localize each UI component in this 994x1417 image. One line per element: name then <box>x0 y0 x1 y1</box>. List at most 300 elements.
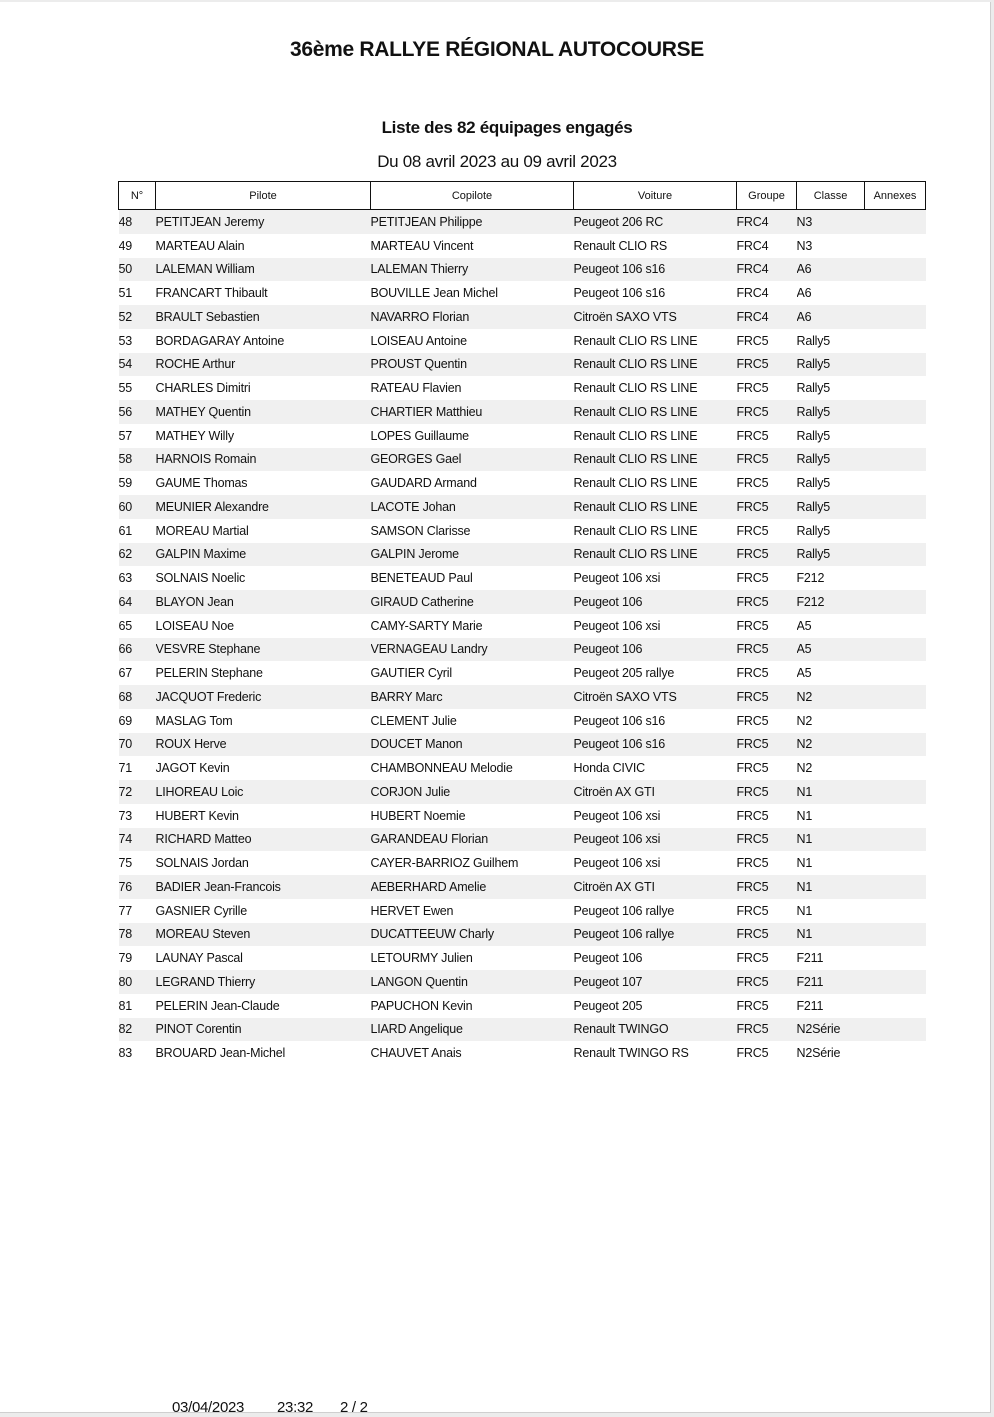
cell-voiture: Peugeot 106 s16 <box>574 281 737 305</box>
cell-voiture: Peugeot 106 xsi <box>574 828 737 852</box>
cell-copilote: GALPIN Jerome <box>371 543 574 567</box>
table-row <box>119 899 926 923</box>
header-copilote: Copilote <box>371 182 574 210</box>
cell-classe: F211 <box>797 970 865 994</box>
cell-copilote: CHAMBONNEAU Melodie <box>371 756 574 780</box>
cell-copilote: CAYER-BARRIOZ Guilhem <box>371 851 574 875</box>
table-row <box>119 305 926 329</box>
cell-pilote: MEUNIER Alexandre <box>156 495 371 519</box>
cell-voiture: Peugeot 107 <box>574 970 737 994</box>
header-classe: Classe <box>797 182 865 210</box>
cell-number: 48 <box>119 210 156 234</box>
table-row <box>119 780 926 804</box>
event-dates: Du 08 avril 2023 au 09 avril 2023 <box>377 152 617 171</box>
cell-classe: F211 <box>797 994 865 1018</box>
cell-number: 60 <box>119 495 156 519</box>
cell-annexes <box>865 495 926 519</box>
cell-classe: Rally5 <box>797 400 865 424</box>
cell-copilote: HERVET Ewen <box>371 899 574 923</box>
table-row <box>119 685 926 709</box>
cell-annexes <box>865 780 926 804</box>
cell-groupe: FRC5 <box>737 471 797 495</box>
cell-annexes <box>865 566 926 590</box>
cell-number: 53 <box>119 329 156 353</box>
cell-number: 64 <box>119 590 156 614</box>
cell-number: 49 <box>119 234 156 258</box>
cell-voiture: Peugeot 206 RC <box>574 210 737 234</box>
cell-number: 52 <box>119 305 156 329</box>
table-row <box>119 353 926 377</box>
cell-groupe: FRC5 <box>737 543 797 567</box>
cell-groupe: FRC5 <box>737 828 797 852</box>
cell-groupe: FRC5 <box>737 994 797 1018</box>
cell-annexes <box>865 709 926 733</box>
table-row <box>119 756 926 780</box>
cell-voiture: Citroën AX GTI <box>574 875 737 899</box>
table-header-row <box>119 182 926 210</box>
cell-copilote: BOUVILLE Jean Michel <box>371 281 574 305</box>
table-row <box>119 376 926 400</box>
cell-pilote: PELERIN Jean-Claude <box>156 994 371 1018</box>
cell-voiture: Renault CLIO RS LINE <box>574 353 737 377</box>
cell-number: 50 <box>119 258 156 282</box>
cell-voiture: Citroën AX GTI <box>574 780 737 804</box>
table-row <box>119 946 926 970</box>
cell-copilote: CLEMENT Julie <box>371 709 574 733</box>
cell-annexes <box>865 946 926 970</box>
cell-voiture: Renault CLIO RS LINE <box>574 448 737 472</box>
cell-voiture: Renault TWINGO RS <box>574 1041 737 1065</box>
cell-copilote: PETITJEAN Philippe <box>371 210 574 234</box>
cell-copilote: PROUST Quentin <box>371 353 574 377</box>
cell-groupe: FRC5 <box>737 424 797 448</box>
cell-pilote: GAUME Thomas <box>156 471 371 495</box>
header-pilote: Pilote <box>156 182 371 210</box>
crew-list-table <box>118 181 926 1065</box>
cell-number: 58 <box>119 448 156 472</box>
cell-voiture: Peugeot 106 s16 <box>574 258 737 282</box>
cell-number: 79 <box>119 946 156 970</box>
cell-groupe: FRC5 <box>737 614 797 638</box>
document-subtitle: Liste des 82 équipages engagés <box>381 118 633 137</box>
cell-voiture: Citroën SAXO VTS <box>574 305 737 329</box>
cell-number: 61 <box>119 519 156 543</box>
cell-classe: A6 <box>797 281 865 305</box>
cell-groupe: FRC4 <box>737 305 797 329</box>
cell-number: 62 <box>119 543 156 567</box>
cell-groupe: FRC5 <box>737 590 797 614</box>
document-title: 36ème RALLYE RÉGIONAL AUTOCOURSE <box>290 38 704 61</box>
cell-groupe: FRC5 <box>737 1041 797 1065</box>
cell-number: 55 <box>119 376 156 400</box>
cell-copilote: GARANDEAU Florian <box>371 828 574 852</box>
cell-number: 83 <box>119 1041 156 1065</box>
cell-number: 71 <box>119 756 156 780</box>
cell-pilote: BORDAGARAY Antoine <box>156 329 371 353</box>
cell-classe: N2 <box>797 756 865 780</box>
cell-groupe: FRC4 <box>737 234 797 258</box>
table-row <box>119 329 926 353</box>
cell-number: 81 <box>119 994 156 1018</box>
cell-classe: N1 <box>797 780 865 804</box>
cell-groupe: FRC5 <box>737 1018 797 1042</box>
cell-classe: Rally5 <box>797 448 865 472</box>
table-row <box>119 638 926 662</box>
cell-number: 74 <box>119 828 156 852</box>
cell-number: 66 <box>119 638 156 662</box>
cell-groupe: FRC5 <box>737 946 797 970</box>
table-row <box>119 400 926 424</box>
cell-annexes <box>865 329 926 353</box>
cell-annexes <box>865 875 926 899</box>
cell-pilote: LALEMAN William <box>156 258 371 282</box>
table-row <box>119 1018 926 1042</box>
cell-copilote: CAMY-SARTY Marie <box>371 614 574 638</box>
cell-annexes <box>865 614 926 638</box>
cell-classe: N2Série <box>797 1041 865 1065</box>
cell-number: 70 <box>119 733 156 757</box>
cell-number: 82 <box>119 1018 156 1042</box>
cell-copilote: CHARTIER Matthieu <box>371 400 574 424</box>
cell-voiture: Peugeot 106 rallye <box>574 923 737 947</box>
cell-classe: N1 <box>797 804 865 828</box>
cell-voiture: Peugeot 106 xsi <box>574 851 737 875</box>
cell-classe: Rally5 <box>797 376 865 400</box>
cell-annexes <box>865 234 926 258</box>
cell-classe: Rally5 <box>797 471 865 495</box>
cell-pilote: ROCHE Arthur <box>156 353 371 377</box>
table-row <box>119 210 926 234</box>
cell-annexes <box>865 804 926 828</box>
cell-voiture: Peugeot 106 xsi <box>574 614 737 638</box>
cell-pilote: PELERIN Stephane <box>156 661 371 685</box>
cell-classe: Rally5 <box>797 329 865 353</box>
header-groupe: Groupe <box>737 182 797 210</box>
cell-copilote: AEBERHARD Amelie <box>371 875 574 899</box>
cell-classe: A6 <box>797 258 865 282</box>
cell-groupe: FRC5 <box>737 733 797 757</box>
cell-voiture: Peugeot 205 rallye <box>574 661 737 685</box>
cell-copilote: NAVARRO Florian <box>371 305 574 329</box>
cell-pilote: HUBERT Kevin <box>156 804 371 828</box>
cell-voiture: Renault CLIO RS LINE <box>574 519 737 543</box>
cell-pilote: JACQUOT Frederic <box>156 685 371 709</box>
cell-copilote: LETOURMY Julien <box>371 946 574 970</box>
cell-annexes <box>865 258 926 282</box>
cell-pilote: BADIER Jean-Francois <box>156 875 371 899</box>
cell-groupe: FRC5 <box>737 400 797 424</box>
cell-copilote: GIRAUD Catherine <box>371 590 574 614</box>
cell-copilote: DUCATTEEUW Charly <box>371 923 574 947</box>
cell-copilote: GAUTIER Cyril <box>371 661 574 685</box>
cell-classe: A5 <box>797 614 865 638</box>
cell-classe: N2Série <box>797 1018 865 1042</box>
cell-classe: A5 <box>797 661 865 685</box>
table-row <box>119 471 926 495</box>
cell-copilote: LIARD Angelique <box>371 1018 574 1042</box>
table-row <box>119 519 926 543</box>
cell-pilote: ROUX Herve <box>156 733 371 757</box>
cell-classe: Rally5 <box>797 424 865 448</box>
cell-groupe: FRC5 <box>737 685 797 709</box>
cell-annexes <box>865 376 926 400</box>
cell-number: 67 <box>119 661 156 685</box>
cell-classe: N1 <box>797 828 865 852</box>
cell-pilote: MOREAU Martial <box>156 519 371 543</box>
table-row <box>119 543 926 567</box>
table-row <box>119 566 926 590</box>
cell-classe: N1 <box>797 923 865 947</box>
print-date: 03/04/2023 <box>172 1399 245 1416</box>
cell-pilote: PETITJEAN Jeremy <box>156 210 371 234</box>
cell-number: 65 <box>119 614 156 638</box>
cell-number: 80 <box>119 970 156 994</box>
cell-copilote: RATEAU Flavien <box>371 376 574 400</box>
cell-number: 75 <box>119 851 156 875</box>
cell-groupe: FRC5 <box>737 851 797 875</box>
cell-classe: F211 <box>797 946 865 970</box>
cell-annexes <box>865 424 926 448</box>
cell-groupe: FRC5 <box>737 899 797 923</box>
cell-copilote: MARTEAU Vincent <box>371 234 574 258</box>
cell-copilote: LACOTE Johan <box>371 495 574 519</box>
cell-number: 72 <box>119 780 156 804</box>
cell-number: 63 <box>119 566 156 590</box>
cell-voiture: Peugeot 106 rallye <box>574 899 737 923</box>
cell-groupe: FRC5 <box>737 756 797 780</box>
cell-number: 76 <box>119 875 156 899</box>
cell-voiture: Renault CLIO RS LINE <box>574 424 737 448</box>
table-body <box>119 210 926 1066</box>
cell-pilote: GASNIER Cyrille <box>156 899 371 923</box>
cell-annexes <box>865 281 926 305</box>
cell-pilote: MASLAG Tom <box>156 709 371 733</box>
table-row <box>119 234 926 258</box>
cell-pilote: GALPIN Maxime <box>156 543 371 567</box>
cell-number: 73 <box>119 804 156 828</box>
cell-pilote: LAUNAY Pascal <box>156 946 371 970</box>
cell-pilote: LEGRAND Thierry <box>156 970 371 994</box>
table-row <box>119 804 926 828</box>
table-row <box>119 614 926 638</box>
cell-number: 77 <box>119 899 156 923</box>
cell-voiture: Peugeot 106 <box>574 638 737 662</box>
cell-groupe: FRC5 <box>737 519 797 543</box>
cell-copilote: LOISEAU Antoine <box>371 329 574 353</box>
cell-annexes <box>865 353 926 377</box>
cell-groupe: FRC5 <box>737 804 797 828</box>
cell-annexes <box>865 923 926 947</box>
cell-voiture: Renault CLIO RS LINE <box>574 329 737 353</box>
cell-voiture: Peugeot 106 s16 <box>574 709 737 733</box>
cell-voiture: Renault TWINGO <box>574 1018 737 1042</box>
cell-pilote: CHARLES Dimitri <box>156 376 371 400</box>
table-row <box>119 851 926 875</box>
cell-number: 51 <box>119 281 156 305</box>
cell-classe: Rally5 <box>797 353 865 377</box>
cell-groupe: FRC5 <box>737 661 797 685</box>
cell-groupe: FRC5 <box>737 638 797 662</box>
cell-classe: A5 <box>797 638 865 662</box>
cell-annexes <box>865 685 926 709</box>
table-row <box>119 590 926 614</box>
cell-annexes <box>865 471 926 495</box>
table-row <box>119 424 926 448</box>
cell-annexes <box>865 543 926 567</box>
cell-classe: N1 <box>797 875 865 899</box>
cell-voiture: Renault CLIO RS <box>574 234 737 258</box>
cell-groupe: FRC5 <box>737 448 797 472</box>
cell-copilote: CORJON Julie <box>371 780 574 804</box>
table-row <box>119 1041 926 1065</box>
cell-voiture: Honda CIVIC <box>574 756 737 780</box>
cell-groupe: FRC5 <box>737 566 797 590</box>
cell-copilote: GAUDARD Armand <box>371 471 574 495</box>
cell-groupe: FRC4 <box>737 258 797 282</box>
cell-voiture: Peugeot 205 <box>574 994 737 1018</box>
cell-voiture: Peugeot 106 <box>574 590 737 614</box>
cell-copilote: PAPUCHON Kevin <box>371 994 574 1018</box>
cell-annexes <box>865 638 926 662</box>
cell-pilote: PINOT Corentin <box>156 1018 371 1042</box>
cell-annexes <box>865 899 926 923</box>
cell-number: 78 <box>119 923 156 947</box>
cell-number: 69 <box>119 709 156 733</box>
cell-annexes <box>865 210 926 234</box>
table-row <box>119 923 926 947</box>
cell-classe: N1 <box>797 899 865 923</box>
cell-pilote: MATHEY Quentin <box>156 400 371 424</box>
cell-pilote: FRANCART Thibault <box>156 281 371 305</box>
cell-number: 57 <box>119 424 156 448</box>
cell-annexes <box>865 1041 926 1065</box>
cell-pilote: LOISEAU Noe <box>156 614 371 638</box>
table-row <box>119 970 926 994</box>
cell-classe: N1 <box>797 851 865 875</box>
cell-voiture: Renault CLIO RS LINE <box>574 400 737 424</box>
cell-classe: N3 <box>797 234 865 258</box>
table-row <box>119 661 926 685</box>
cell-voiture: Peugeot 106 xsi <box>574 804 737 828</box>
cell-copilote: LOPES Guillaume <box>371 424 574 448</box>
cell-annexes <box>865 305 926 329</box>
header-voiture: Voiture <box>574 182 737 210</box>
cell-voiture: Peugeot 106 s16 <box>574 733 737 757</box>
cell-copilote: VERNAGEAU Landry <box>371 638 574 662</box>
cell-voiture: Citroën SAXO VTS <box>574 685 737 709</box>
cell-groupe: FRC5 <box>737 709 797 733</box>
cell-annexes <box>865 400 926 424</box>
cell-pilote: BLAYON Jean <box>156 590 371 614</box>
cell-annexes <box>865 1018 926 1042</box>
cell-copilote: LANGON Quentin <box>371 970 574 994</box>
table-row <box>119 258 926 282</box>
cell-groupe: FRC5 <box>737 780 797 804</box>
cell-annexes <box>865 519 926 543</box>
cell-annexes <box>865 661 926 685</box>
print-time: 23:32 <box>277 1399 314 1416</box>
table-row <box>119 495 926 519</box>
cell-annexes <box>865 851 926 875</box>
header-number: N° <box>119 182 156 210</box>
cell-voiture: Renault CLIO RS LINE <box>574 543 737 567</box>
cell-copilote: SAMSON Clarisse <box>371 519 574 543</box>
cell-groupe: FRC5 <box>737 923 797 947</box>
cell-number: 68 <box>119 685 156 709</box>
cell-copilote: BENETEAUD Paul <box>371 566 574 590</box>
cell-classe: N2 <box>797 709 865 733</box>
cell-pilote: RICHARD Matteo <box>156 828 371 852</box>
cell-pilote: LIHOREAU Loic <box>156 780 371 804</box>
table-row <box>119 448 926 472</box>
cell-pilote: SOLNAIS Jordan <box>156 851 371 875</box>
table-row <box>119 281 926 305</box>
cell-groupe: FRC5 <box>737 353 797 377</box>
cell-classe: Rally5 <box>797 495 865 519</box>
cell-groupe: FRC5 <box>737 970 797 994</box>
cell-classe: Rally5 <box>797 519 865 543</box>
cell-classe: N3 <box>797 210 865 234</box>
cell-pilote: VESVRE Stephane <box>156 638 371 662</box>
cell-groupe: FRC5 <box>737 875 797 899</box>
cell-copilote: GEORGES Gael <box>371 448 574 472</box>
table-row <box>119 733 926 757</box>
table-row <box>119 875 926 899</box>
document-page <box>0 2 991 1416</box>
cell-copilote: DOUCET Manon <box>371 733 574 757</box>
cell-voiture: Renault CLIO RS LINE <box>574 376 737 400</box>
cell-classe: A6 <box>797 305 865 329</box>
cell-groupe: FRC5 <box>737 376 797 400</box>
cell-voiture: Peugeot 106 xsi <box>574 566 737 590</box>
cell-classe: N2 <box>797 685 865 709</box>
cell-copilote: CHAUVET Anais <box>371 1041 574 1065</box>
cell-annexes <box>865 448 926 472</box>
cell-pilote: JAGOT Kevin <box>156 756 371 780</box>
cell-pilote: MARTEAU Alain <box>156 234 371 258</box>
cell-classe: F212 <box>797 590 865 614</box>
cell-copilote: LALEMAN Thierry <box>371 258 574 282</box>
cell-copilote: BARRY Marc <box>371 685 574 709</box>
cell-pilote: MOREAU Steven <box>156 923 371 947</box>
cell-voiture: Renault CLIO RS LINE <box>574 471 737 495</box>
cell-copilote: HUBERT Noemie <box>371 804 574 828</box>
cell-classe: N2 <box>797 733 865 757</box>
cell-number: 56 <box>119 400 156 424</box>
table-row <box>119 709 926 733</box>
header-annexes: Annexes <box>865 182 926 210</box>
page-number: 2 / 2 <box>340 1399 368 1416</box>
cell-classe: F212 <box>797 566 865 590</box>
cell-annexes <box>865 733 926 757</box>
cell-classe: Rally5 <box>797 543 865 567</box>
cell-groupe: FRC4 <box>737 281 797 305</box>
table-row <box>119 828 926 852</box>
cell-annexes <box>865 590 926 614</box>
cell-pilote: BROUARD Jean-Michel <box>156 1041 371 1065</box>
cell-pilote: BRAULT Sebastien <box>156 305 371 329</box>
cell-pilote: HARNOIS Romain <box>156 448 371 472</box>
cell-voiture: Peugeot 106 <box>574 946 737 970</box>
cell-groupe: FRC4 <box>737 210 797 234</box>
cell-voiture: Renault CLIO RS LINE <box>574 495 737 519</box>
cell-annexes <box>865 994 926 1018</box>
cell-pilote: MATHEY Willy <box>156 424 371 448</box>
cell-annexes <box>865 828 926 852</box>
cell-annexes <box>865 756 926 780</box>
cell-annexes <box>865 970 926 994</box>
cell-pilote: SOLNAIS Noelic <box>156 566 371 590</box>
